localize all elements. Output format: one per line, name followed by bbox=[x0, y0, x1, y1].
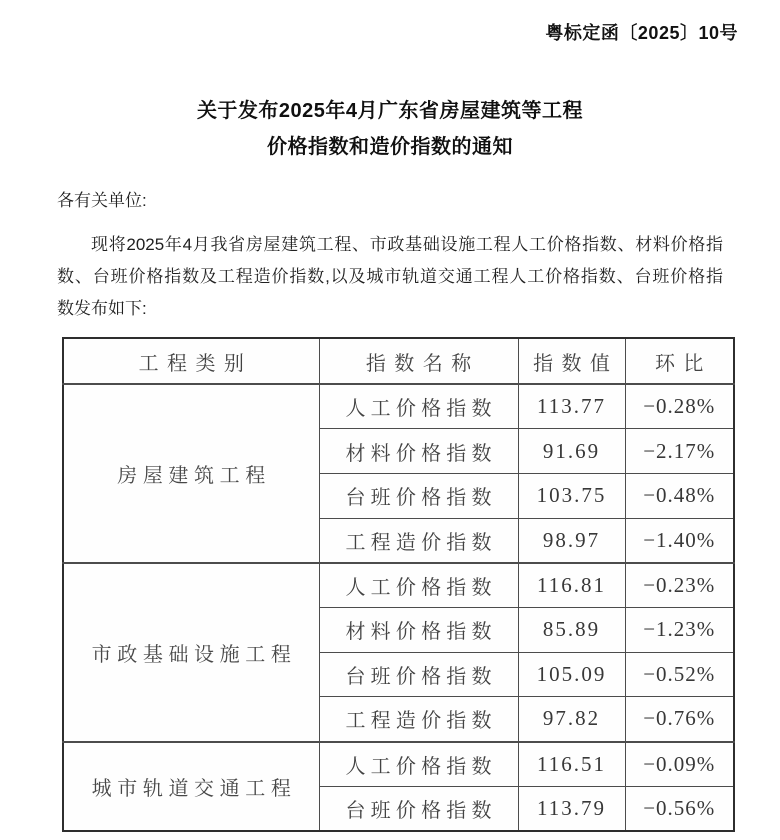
mom-change-cell: −0.09% bbox=[625, 742, 734, 787]
category-cell-municipal-infrastructure: 市政基础设施工程 bbox=[63, 563, 319, 742]
body-paragraph-line-1: 现将2025年4月我省房屋建筑工程、市政基础设施工程人工价格指数、材料价格指 bbox=[91, 235, 723, 254]
notice-title bbox=[0, 93, 780, 165]
index-value-cell: 113.79 bbox=[518, 786, 625, 831]
mom-change-cell: −0.52% bbox=[625, 652, 734, 697]
body-paragraph bbox=[57, 229, 723, 325]
col-header-project-category: 工程类别 bbox=[63, 338, 319, 384]
index-name-cell: 台班价格指数 bbox=[319, 473, 518, 518]
mom-change-cell: −0.56% bbox=[625, 786, 734, 831]
col-header-mom-change: 环比 bbox=[625, 338, 734, 384]
index-name-cell: 人工价格指数 bbox=[319, 742, 518, 787]
index-name-cell: 工程造价指数 bbox=[319, 518, 518, 563]
table-row bbox=[63, 563, 734, 608]
mom-change-cell: −1.23% bbox=[625, 607, 734, 652]
mom-change-cell: −0.28% bbox=[625, 384, 734, 429]
table-row bbox=[63, 384, 734, 429]
index-value-cell: 113.77 bbox=[518, 384, 625, 429]
index-name-cell: 台班价格指数 bbox=[319, 786, 518, 831]
col-header-index-name: 指数名称 bbox=[319, 338, 518, 384]
index-value-cell: 85.89 bbox=[518, 607, 625, 652]
index-name-cell: 材料价格指数 bbox=[319, 607, 518, 652]
mom-change-cell: −1.40% bbox=[625, 518, 734, 563]
index-value-cell: 103.75 bbox=[518, 473, 625, 518]
table-row bbox=[63, 742, 734, 787]
index-value-cell: 98.97 bbox=[518, 518, 625, 563]
index-name-cell: 人工价格指数 bbox=[319, 563, 518, 608]
mom-change-cell: −0.48% bbox=[625, 473, 734, 518]
price-index-table-container bbox=[62, 337, 733, 830]
col-header-index-value: 指数值 bbox=[518, 338, 625, 384]
body-paragraph-line-2: 数、台班价格指数及工程造价指数,以及城市轨道交通工程人工价格指数、台班价格指 bbox=[57, 267, 723, 286]
category-cell-urban-rail-transit: 城市轨道交通工程 bbox=[63, 742, 319, 831]
index-name-cell: 工程造价指数 bbox=[319, 697, 518, 742]
salutation: 各有关单位: bbox=[57, 191, 147, 210]
index-value-cell: 105.09 bbox=[518, 652, 625, 697]
body-paragraph-line-3: 数发布如下: bbox=[57, 299, 147, 318]
notice-title-line-2: 价格指数和造价指数的通知 bbox=[267, 136, 513, 158]
mom-change-cell: −0.76% bbox=[625, 697, 734, 742]
mom-change-cell: −0.23% bbox=[625, 563, 734, 608]
notice-title-line-1: 关于发布2025年4月广东省房屋建筑等工程 bbox=[196, 100, 584, 122]
index-value-cell: 91.69 bbox=[518, 429, 625, 474]
category-cell-housing-construction: 房屋建筑工程 bbox=[63, 384, 319, 563]
index-value-cell: 97.82 bbox=[518, 697, 625, 742]
price-index-table bbox=[62, 337, 735, 832]
index-value-cell: 116.81 bbox=[518, 563, 625, 608]
index-name-cell: 材料价格指数 bbox=[319, 429, 518, 474]
doc-reference-number: 粤标定函〔2025〕10号 bbox=[545, 23, 738, 43]
index-name-cell: 人工价格指数 bbox=[319, 384, 518, 429]
index-value-cell: 116.51 bbox=[518, 742, 625, 787]
table-header-row bbox=[63, 338, 734, 384]
index-name-cell: 台班价格指数 bbox=[319, 652, 518, 697]
mom-change-cell: −2.17% bbox=[625, 429, 734, 474]
